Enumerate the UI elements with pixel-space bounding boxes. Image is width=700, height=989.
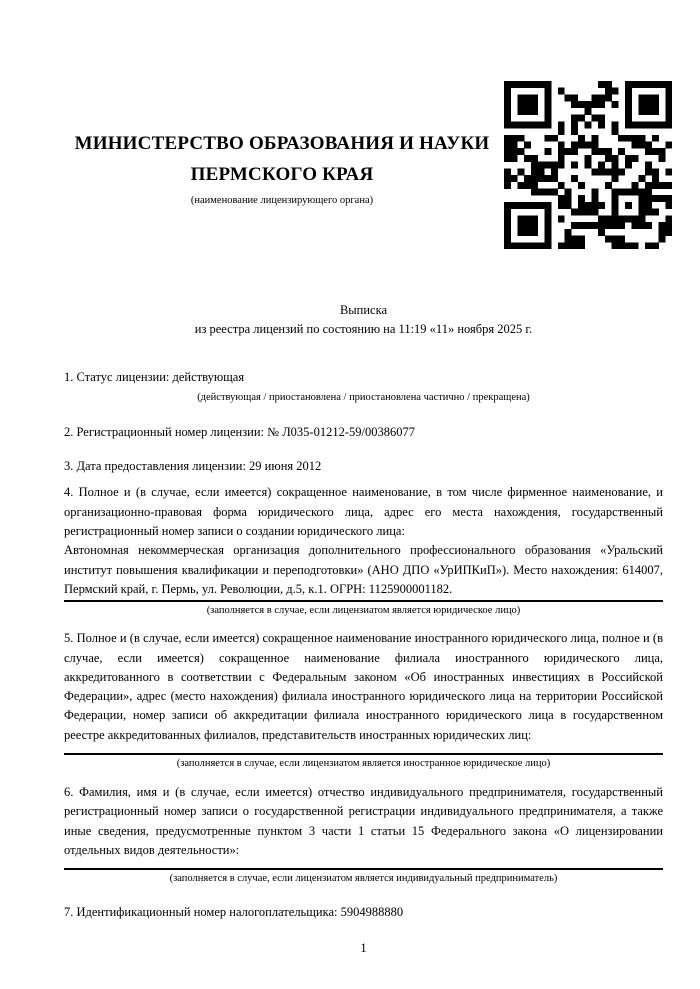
individual-entrepreneur-caption: (заполняется в случае, если лицензиатом является индивидуальный предприниматель) — [169, 873, 558, 885]
document-title — [64, 301, 663, 340]
page-number: 1 — [360, 940, 367, 955]
item-2-registration-number: 2. Регистрационный номер лицензии: № Л035-01212-59/00386077 — [64, 424, 415, 439]
document-title-line2: из реестра лицензий по состоянию на 11:19 «11» ноября 2025 г. — [194, 322, 533, 337]
item-7-taxpayer-number: 7. Идентификационный номер налогоплательщика: 5904988880 — [64, 905, 404, 920]
fill-line-individual-entrepreneur — [64, 868, 663, 870]
authority-name-line2: ПЕРМСКОГО КРАЯ — [190, 164, 374, 185]
legal-entity-caption: (заполняется в случае, если лицензиатом является юридическое лицо) — [206, 605, 521, 617]
item-6-individual-entrepreneur-prompt: 6. Фамилия, имя и (в случае, если имеется) отчество индивидуального предпринимателя, государственный регистрационный номер записи о государственной регистрации индивидуального предпринимателя, а также иные сведения, предусмотренные пунктом 3 части 1 статьи 15 Федерального закона «О лицензировании отдельных видов деятельности»: — [64, 785, 663, 857]
document-body — [64, 0, 663, 958]
fill-line-legal-entity — [64, 600, 663, 602]
item-1-license-status: 1. Статус лицензии: действующая — [64, 369, 245, 384]
document-title-line1: Выписка — [339, 303, 388, 317]
item-4-legal-entity-value: Автономная некоммерческая организация дополнительного профессионального образования «Уральский институт повышения квалификации и переподготовки» (АНО ДПО «УрИПКиП»). Место нахождения: 614007, Пермский край, г. Пермь, ул. Революции, д.5, к.1. ОГРН: 1125900001182. — [64, 543, 663, 596]
status-options-caption: (действующая / приостановлена / приостановлена частично / прекращена) — [197, 391, 530, 403]
authority-caption: (наименование лицензирующего органа) — [190, 195, 374, 206]
item-3-grant-date: 3. Дата предоставления лицензии: 29 июня 2012 — [64, 459, 322, 474]
item-4-legal-entity-prompt: 4. Полное и (в случае, если имеется) сокращенное наименование, в том числе фирменное наименование, и организационно-правовая форма юридического лица, адрес его места нахождения, государственный регистрационный номер записи о создании юридического лица: — [64, 485, 663, 539]
foreign-entity-caption: (заполняется в случае, если лицензиатом является иностранное юридическое лицо) — [176, 758, 551, 770]
item-5-foreign-entity-prompt: 5. Полное и (в случае, если имеется) сокращенное наименование иностранного юридического лица, полное и (в случае, если имеется) сокращенное наименование филиала иностранного юридического лица, аккредитованного в соответствии с Федеральным законом «Об иностранных инвестициях в Российской Федерации», адрес (место нахождения) филиала иностранного юридического лица на территории Российской Федерации, номер записи об аккредитации филиала иностранного юридического лица в государственном реестре аккредитованных филиалов, представительств иностранных юридических лиц: — [64, 631, 663, 742]
fill-line-foreign-entity — [64, 753, 663, 755]
authority-name-line1: МИНИСТЕРСТВО ОБРАЗОВАНИЯ И НАУКИ — [74, 133, 490, 154]
